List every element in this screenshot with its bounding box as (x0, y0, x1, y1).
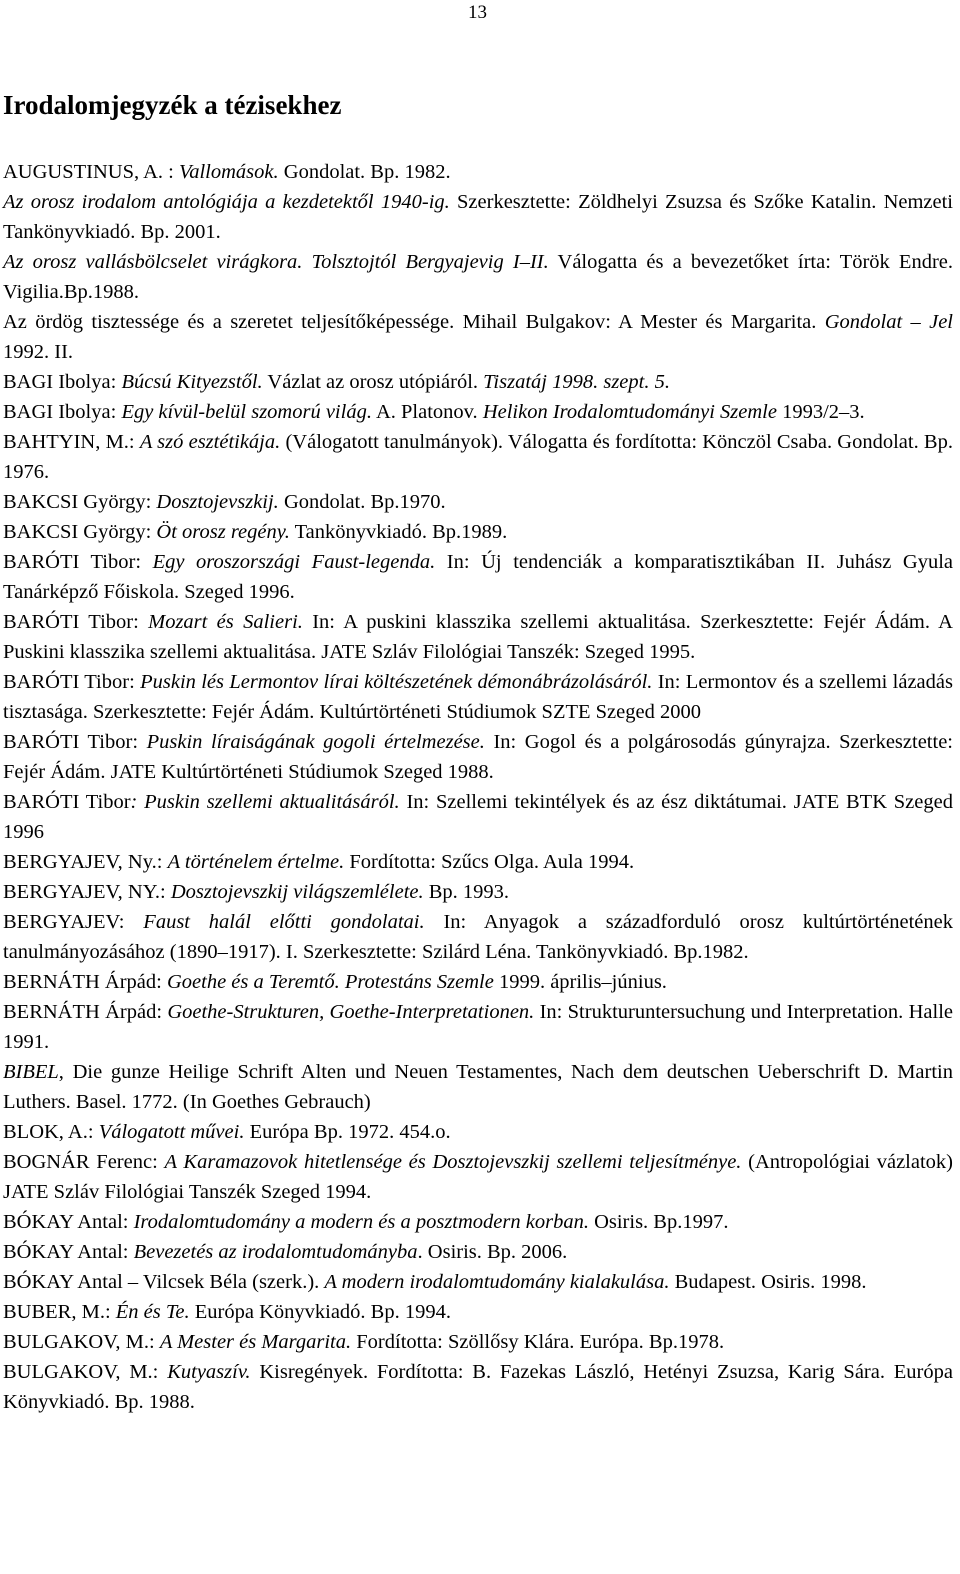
reference-text: In: Új tendenciák a komparatisztikában II. Juhász Gyula Tanárképző Főiskola. Szeged 1996. (3, 551, 953, 603)
reference-text: Gondolat. Bp.1970. (278, 491, 446, 513)
reference-italic-text: Öt orosz regény. (156, 521, 290, 543)
reference-text: A. Platonov. (371, 401, 483, 423)
reference-text: BERNÁTH Árpád: (3, 971, 167, 993)
reference-italic-text: Az orosz vallásbölcselet virágkora. Tolsztojtól Bergyajevig I–II. (3, 251, 549, 273)
reference-text: 1992. II. (3, 341, 74, 363)
reference-text: BÓKAY Antal: (3, 1241, 134, 1263)
reference-text: BAKCSI György: (3, 491, 157, 513)
bibliography-title: Irodalomjegyzék a tézisekhez (3, 90, 342, 120)
reference-entry (3, 1267, 953, 1297)
reference-italic-text: Puskin líraiságának gogoli értelmezése. (146, 731, 485, 753)
reference-text: Szerkesztette: Zöldhelyi Zsuzsa és Szőke Katalin. Nemzeti Tankönyvkiadó. Bp. 2001. (3, 191, 954, 243)
reference-italic-text: A történelem értelme. (167, 851, 345, 873)
reference-italic-text: : Puskin szellemi aktualitásáról. (130, 791, 400, 813)
reference-entry (3, 1057, 953, 1117)
reference-text: BARÓTI Tibor: (3, 671, 141, 693)
reference-italic-text: Egy oroszországi Faust-legenda. (152, 551, 436, 573)
reference-text: BAHTYIN, M.: (3, 431, 140, 453)
reference-italic-text: Dosztojevszkij. (156, 491, 279, 513)
reference-entry (3, 487, 953, 517)
reference-text: Budapest. Osiris. 1998. (669, 1271, 867, 1293)
reference-italic-text: A Karamazovok hitetlensége és Dosztojevszkij szellemi teljesítménye. (164, 1151, 742, 1173)
reference-entry (3, 397, 953, 427)
reference-text: BUBER, M.: (3, 1301, 116, 1323)
reference-entry (3, 1147, 953, 1207)
reference-text: Válogatta és a bevezetőket írta: Török Endre. Vigilia.Bp.1988. (3, 251, 953, 303)
reference-text: (Válogatott tanulmányok). Válogatta és fordította: Könczöl Csaba. Gondolat. Bp. 1976. (3, 431, 953, 483)
reference-italic-text: Búcsú Kityezstől. (121, 371, 263, 393)
reference-text: BARÓTI Tibor: (3, 731, 147, 753)
reference-italic-text: Egy kívül-belül szomorú világ. (121, 401, 372, 423)
reference-entry (3, 877, 953, 907)
reference-text: Osiris. Bp.1997. (588, 1211, 729, 1233)
reference-italic-text: BIBEL (3, 1061, 59, 1083)
reference-text: Kisregények. Fordította: B. Fazekas László, Hetényi Zsuzsa, Karig Sára. Európa Könyvkiadó. Bp. 1988. (3, 1361, 953, 1413)
reference-text: Vázlat az orosz utópiáról. (262, 371, 484, 393)
reference-text: BERGYAJEV: (3, 911, 144, 933)
reference-italic-text: A modern irodalomtudomány kialakulása. (324, 1271, 670, 1293)
reference-entry (3, 1297, 953, 1327)
reference-entry (3, 517, 953, 547)
reference-text: In: Strukturuntersuchung und Interpretation. Halle 1991. (3, 1001, 953, 1053)
reference-text: Fordította: Szűcs Olga. Aula 1994. (344, 851, 635, 873)
reference-text: Fordította: Szöllősy Klára. Európa. Bp.1978. (351, 1331, 725, 1353)
reference-text: BERGYAJEV, Ny.: (3, 851, 168, 873)
reference-entry (3, 787, 953, 847)
reference-italic-text: Puskin lés Lermontov lírai költészetének démonábrázolásáról. (140, 671, 653, 693)
reference-text: BULGAKOV, M.: (3, 1331, 160, 1353)
reference-text: (Antropológiai vázlatok) JATE Szláv Filológiai Tanszék Szeged 1994. (3, 1151, 953, 1203)
reference-text: BAGI Ibolya: (3, 371, 122, 393)
reference-italic-text: Mozart és Salieri. (148, 611, 303, 633)
reference-italic-text: Az orosz irodalom antológiája a kezdetektől 1940-ig. (3, 191, 450, 213)
reference-text: Európa Bp. 1972. 454.o. (244, 1121, 451, 1143)
reference-italic-text: Bevezetés az irodalomtudományba (133, 1241, 418, 1263)
reference-text: Tankönyvkiadó. Bp.1989. (289, 521, 508, 543)
reference-entry (3, 427, 953, 487)
reference-text: BULGAKOV, M.: (3, 1361, 168, 1383)
reference-text: BOGNÁR Ferenc: (3, 1151, 165, 1173)
reference-text: AUGUSTINUS, A. : (3, 161, 179, 183)
reference-text: Bp. 1993. (423, 881, 510, 903)
reference-text: In: Lermontov és a szellemi lázadás tisztasága. Szerkesztette: Fejér Ádám. Kultúrtörténeti Stúdiumok SZTE Szeged 2000 (3, 671, 953, 723)
reference-entry (3, 547, 953, 607)
reference-entry (3, 187, 953, 247)
reference-italic-text: Goethe és a Teremtő. Protestáns Szemle (166, 971, 494, 993)
reference-text: BERNÁTH Árpád: (3, 1001, 168, 1023)
reference-entry (3, 157, 953, 187)
reference-text: BÓKAY Antal – Vilcsek Béla (szerk.). (3, 1271, 325, 1293)
reference-italic-text: Irodalomtudomány a modern és a posztmodern korban. (133, 1211, 589, 1233)
reference-text: BERGYAJEV, NY.: (3, 881, 171, 903)
reference-italic-text: Goethe-Strukturen, Goethe-Interpretationen. (167, 1001, 535, 1023)
reference-entry (3, 667, 953, 727)
reference-text: BARÓTI Tibor: (3, 551, 153, 573)
reference-italic-text: Dosztojevszkij világszemlélete. (170, 881, 424, 903)
reference-italic-text: Én és Te. (115, 1301, 190, 1323)
reference-text: In: Anyagok a századforduló orosz kultúrtörténetének tanulmányozásához (1890–1917). I. Szerkesztette: Szilárd Léna. Tankönyvkiadó. Bp.1982. (3, 911, 953, 963)
reference-italic-text: Válogatott művei. (98, 1121, 245, 1143)
reference-italic-text: A szó esztétikája. (139, 431, 281, 453)
reference-italic-text: Helikon Irodalomtudományi Szemle (482, 401, 777, 423)
reference-entry (3, 607, 953, 667)
reference-text: BAKCSI György: (3, 521, 157, 543)
reference-entry (3, 907, 953, 967)
reference-entry (3, 997, 953, 1057)
reference-entry (3, 307, 953, 367)
reference-entry (3, 967, 953, 997)
reference-italic-text: Faust halál előtti gondolatai. (143, 911, 425, 933)
reference-entry (3, 1327, 953, 1357)
reference-entry (3, 247, 953, 307)
reference-text: Európa Könyvkiadó. Bp. 1994. (189, 1301, 451, 1323)
reference-entry (3, 1117, 953, 1147)
reference-text: . Osiris. Bp. 2006. (417, 1241, 568, 1263)
reference-italic-text: Gondolat – Jel (824, 311, 953, 333)
reference-text: BAGI Ibolya: (3, 401, 122, 423)
reference-text: 1999. április–június. (493, 971, 667, 993)
reference-italic-text: A Mester és Margarita. (159, 1331, 352, 1353)
reference-italic-text: Kutyaszív. (167, 1361, 251, 1383)
reference-text: 1993/2–3. (776, 401, 865, 423)
reference-text: Gondolat. Bp. 1982. (278, 161, 451, 183)
reference-text: In: Szellemi tekintélyek és az ész diktátumai. JATE BTK Szeged 1996 (3, 791, 953, 843)
reference-list (3, 157, 953, 1417)
reference-italic-text: Tiszatáj 1998. szept. 5. (483, 371, 670, 393)
reference-entry (3, 367, 953, 397)
reference-entry (3, 1207, 953, 1237)
reference-text: Az ördög tisztessége és a szeretet teljesítőképessége. Mihail Bulgakov: A Mester és Margarita. (3, 311, 825, 333)
reference-entry (3, 847, 953, 877)
reference-text: In: Gogol és a polgárosodás gúnyrajza. Szerkesztette: Fejér Ádám. JATE Kultúrtörténeti Stúdiumok Szeged 1988. (3, 731, 953, 783)
reference-entry (3, 1357, 953, 1417)
reference-text: , Die gunze Heilige Schrift Alten und Neuen Testamentes, Nach dem deutschen Ueberschrift D. Martin Luthers. Basel. 1772. (In Goethes Gebrauch) (3, 1061, 953, 1113)
reference-text: In: A puskini klasszika szellemi aktualitása. Szerkesztette: Fejér Ádám. A Puskini klasszika szellemi aktualitása. JATE Szláv Filológiai Tanszék: Szeged 1995. (3, 611, 953, 663)
reference-text: BÓKAY Antal: (3, 1211, 134, 1233)
reference-text: BARÓTI Tibor: (3, 611, 149, 633)
page-number: 13 (468, 2, 487, 23)
reference-entry (3, 1237, 953, 1267)
reference-entry (3, 727, 953, 787)
reference-text: BARÓTI Tibor (3, 791, 131, 813)
reference-italic-text: Vallomások. (178, 161, 279, 183)
reference-text: BLOK, A.: (3, 1121, 99, 1143)
